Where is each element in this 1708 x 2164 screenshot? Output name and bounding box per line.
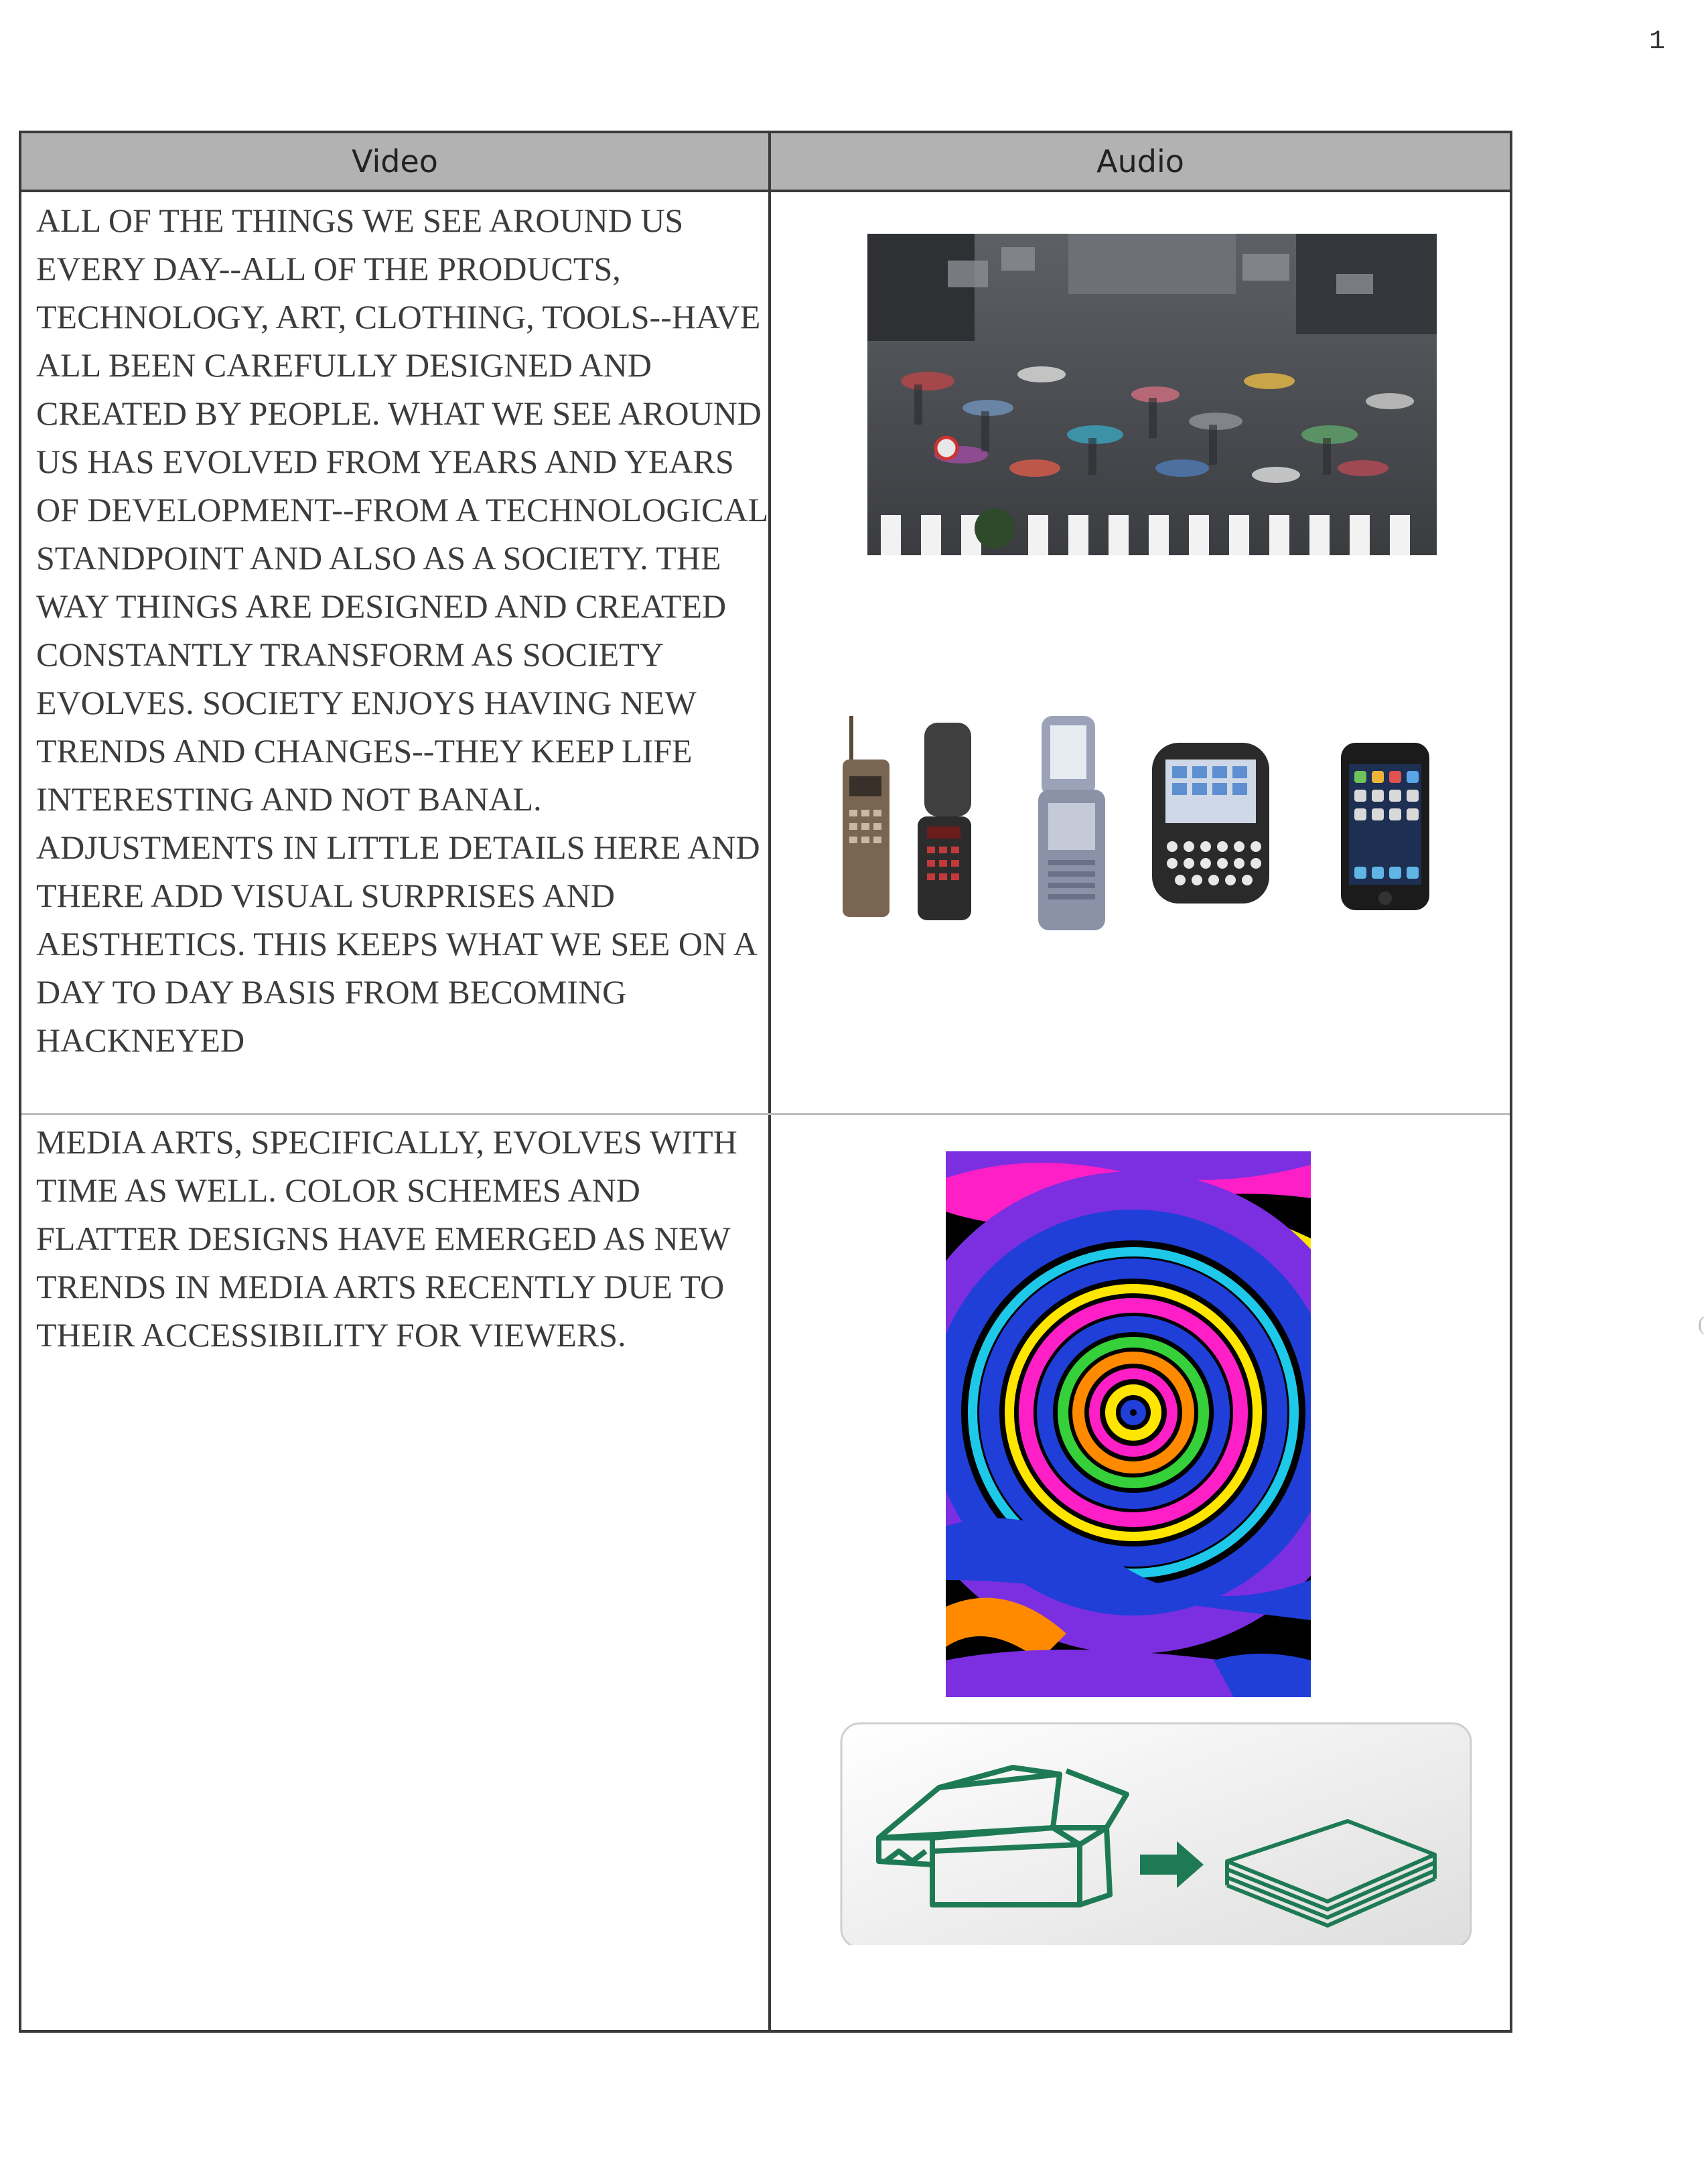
page-number: 1 — [1649, 27, 1666, 57]
header-video: Video — [352, 143, 438, 179]
blackberry-phone-icon — [1152, 743, 1269, 904]
row-divider — [21, 1113, 1510, 1115]
edge-mark: ( — [1698, 1313, 1705, 1335]
color-swirl-image — [946, 1151, 1311, 1697]
pda-phone-icon — [1038, 716, 1105, 930]
smartphone-icon — [1341, 743, 1429, 910]
phones-evolution-image — [837, 716, 1460, 930]
row-2-text: MEDIA ARTS, SPECIFICALLY, EVOLVES WITH TIME AS WELL. COLOR SCHEMES AND FLATTER DESIGNS HAVE EMERGED AS NEW TRENDS IN MEDIA ARTS RECENTLY DUE TO THEIR ACCESSIBILITY FOR VIEWERS. — [36, 1123, 737, 1354]
header-audio: Audio — [1096, 143, 1184, 179]
crowd-crossing-image — [867, 234, 1437, 555]
flip-phone-icon — [918, 723, 971, 920]
row-1-text: ALL OF THE THINGS WE SEE AROUND US EVERY DAY--ALL OF THE PRODUCTS, TECHNOLOGY, ART, CLOTHING, TOOLS--HAVE ALL BEEN CAREFULLY DESIGNED AND CREATED BY PEOPLE. WHAT WE SEE AROUND US HAS EVOLVED FROM YEARS AND YEARS OF DEVELOPMENT--FROM A TECHNOLOGICAL STANDPOINT AND ALSO AS A SOCIETY. THE WAY THINGS ARE DESIGNED AND CREATED CONSTANTLY TRANSFORM AS SOCIETY EVOLVES. SOCIETY ENJOYS HAVING NEW TRENDS AND CHANGES--THEY KEEP LIFE INTERESTING AND NOT BANAL. ADJUSTMENTS IN LITTLE DETAILS HERE AND THERE ADD VISUAL SURPRISES AND AESTHETICS. THIS KEEPS WHAT WE SEE ON A DAY TO DAY BASIS FROM BECOMING HACKNEYED — [36, 202, 768, 1059]
table-header-row — [21, 133, 1510, 192]
box-to-flat-image — [839, 1721, 1482, 1945]
brick-phone-icon — [843, 716, 889, 917]
script-table — [19, 131, 1512, 2033]
